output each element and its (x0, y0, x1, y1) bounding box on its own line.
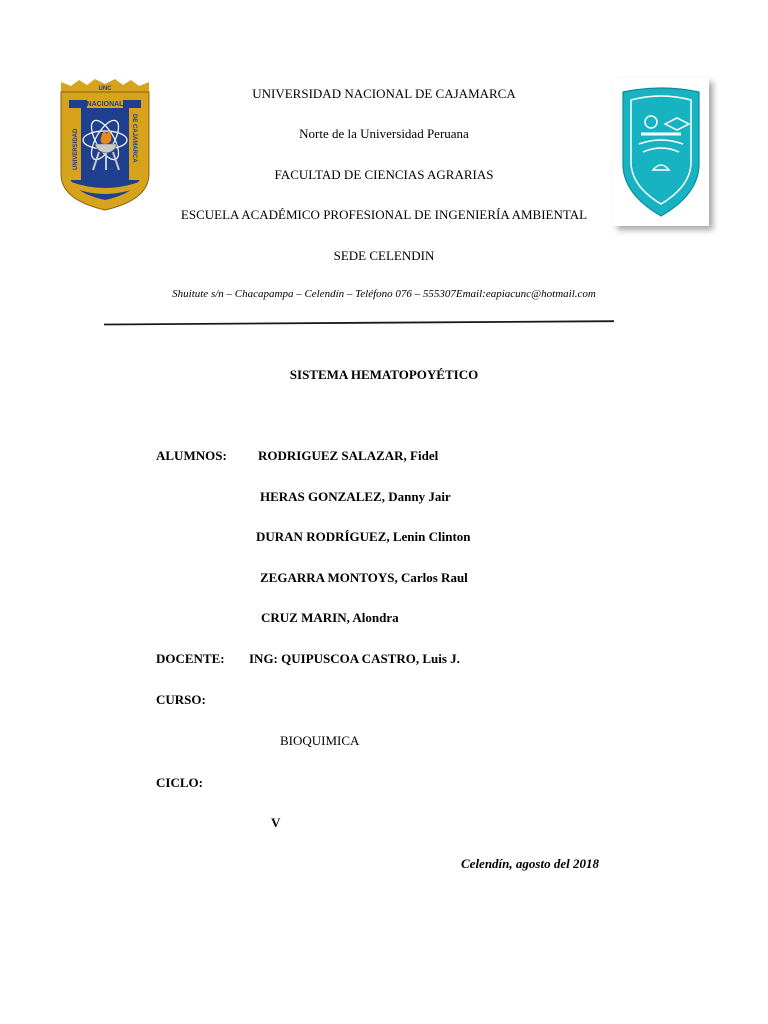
contact-address: Shuitute s/n – Chacapampa – Celendín – Teléfono 076 – 555307Email:eapiacunc@hotmail.com (172, 288, 596, 300)
faculty-name: FACULTAD DE CIENCIAS AGRARIAS (274, 167, 494, 182)
course-label: CURSO: (156, 692, 206, 707)
campus-name: SEDE CELENDIN (333, 248, 435, 263)
document-date: Celendín, agosto del 2018 (461, 856, 599, 871)
student-name: DURAN RODRÍGUEZ, Lenin Clinton (256, 529, 471, 544)
teacher-name: ING: QUIPUSCOA CASTRO, Luis J. (249, 651, 460, 666)
document-title: SISTEMA HEMATOPOYÉTICO (289, 367, 479, 382)
logo-left-top-text: UNC (98, 86, 112, 92)
students-label: ALUMNOS: (156, 448, 227, 463)
logo-left-banner: NACIONAL (86, 101, 124, 108)
eapia-school-logo (617, 82, 705, 222)
logo-left-side-text-right: DE CAJAMARCA (131, 114, 137, 163)
cycle-label: CICLO: (156, 775, 203, 790)
student-name: CRUZ MARIN, Alondra (261, 610, 399, 625)
university-name: UNIVERSIDAD NACIONAL DE CAJAMARCA (252, 86, 516, 101)
teacher-label: DOCENTE: (156, 651, 225, 666)
university-motto: Norte de la Universidad Peruana (299, 126, 469, 141)
header-divider (104, 320, 614, 326)
student-name: HERAS GONZALEZ, Danny Jair (260, 489, 451, 504)
course-value: BIOQUIMICA (280, 733, 360, 748)
cycle-value: V (271, 815, 281, 830)
school-name: ESCUELA ACADÉMICO PROFESIONAL DE INGENIERÍA AMBIENTAL (180, 207, 588, 222)
student-name: RODRIGUEZ SALAZAR, Fidel (258, 448, 439, 463)
student-name: ZEGARRA MONTOYS, Carlos Raul (260, 570, 468, 585)
logo-left-side-text: UNIVERSIDAD (73, 128, 79, 170)
